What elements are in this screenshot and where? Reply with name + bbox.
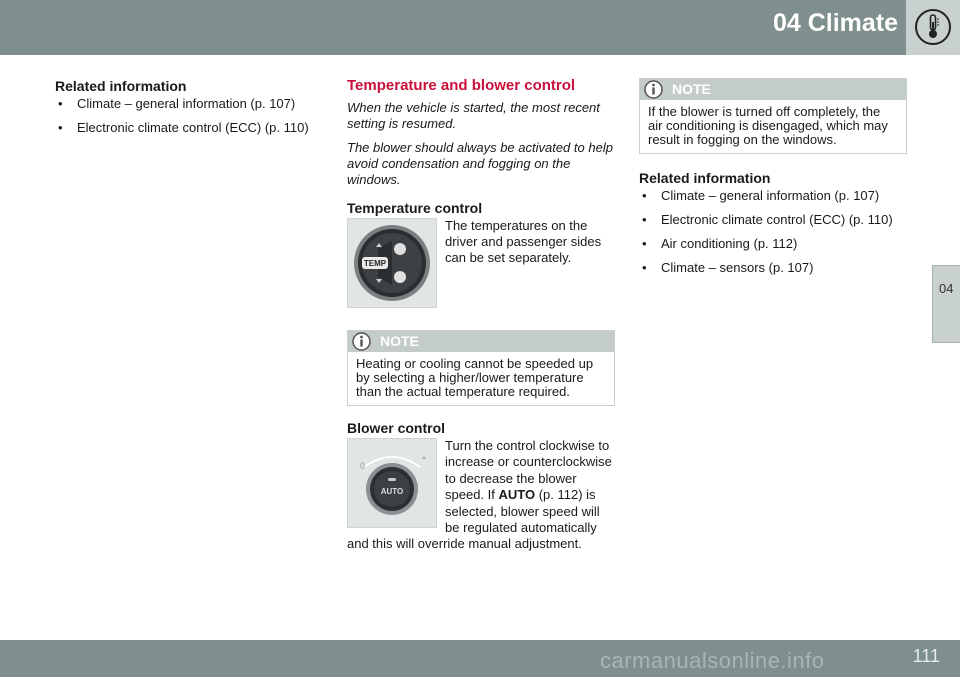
blower-text-part: Turn the control clockwise to increase or counterclockwise to decrease the blower speed. If: [445, 438, 612, 503]
intro-paragraph: The blower should always be activated to help avoid condensation and fogging on the windows.: [347, 140, 613, 187]
info-icon: [352, 332, 371, 351]
note-header: [640, 79, 906, 100]
related-info-link[interactable]: • Climate – general information (p. 107): [639, 188, 907, 204]
related-info-link[interactable]: • Electronic climate control (ECC) (p. 110): [55, 120, 310, 136]
page-header: [0, 0, 960, 55]
section-title: Temperature and blower control: [347, 77, 576, 94]
blower-knob-image: [347, 438, 437, 528]
middle-column: [347, 78, 615, 553]
thermometer-icon: [906, 0, 960, 55]
temperature-text: The temperatures on the driver and passenger sides can be set separately.: [445, 218, 602, 265]
left-column: [55, 78, 310, 144]
related-info-link[interactable]: • Climate – sensors (p. 107): [639, 260, 907, 276]
page-number: 111: [912, 646, 940, 666]
chapter-title: 04 Climate: [772, 9, 898, 37]
note-title: NOTE: [380, 333, 419, 349]
blower-text-part: (p. 112) is selected, blower speed will be regulated automatically and this will override manual adjustment.: [347, 487, 600, 552]
chapter-icon-box: [906, 0, 960, 55]
right-column: [639, 78, 907, 284]
temp-knob-label: TEMP: [363, 259, 387, 268]
temperature-knob-icon: [348, 219, 436, 307]
related-info-list: [639, 188, 907, 276]
related-info-heading: Related information: [55, 78, 187, 94]
info-icon: [644, 80, 663, 99]
related-info-heading: Related information: [639, 170, 771, 186]
related-info-link[interactable]: • Climate – general information (p. 107): [55, 96, 310, 112]
related-info-link[interactable]: • Air conditioning (p. 112): [639, 236, 907, 252]
temperature-knob-image: [347, 218, 437, 308]
related-info-list: [55, 96, 310, 136]
intro-paragraph: When the vehicle is started, the most recent setting is resumed.: [347, 100, 600, 131]
note-box: [639, 78, 907, 154]
temperature-heading: Temperature control: [347, 200, 483, 216]
note-text: If the blower is turned off completely, the air conditioning is disengaged, which may result in fogging on the windows.: [648, 104, 888, 147]
chapter-side-tab[interactable]: [932, 265, 960, 343]
blower-heading: Blower control: [347, 420, 446, 436]
blower-knob-icon: [348, 439, 436, 527]
blower-scale-zero: 0: [360, 461, 366, 471]
note-text: Heating or cooling cannot be speeded up by selecting a higher/lower temperature than the actual temperature required.: [356, 356, 594, 399]
note-header: [348, 331, 614, 352]
note-box: [347, 330, 615, 406]
note-title: NOTE: [672, 81, 711, 97]
related-info-link[interactable]: • Electronic climate control (ECC) (p. 110): [639, 212, 907, 228]
auto-keyword: AUTO: [498, 487, 536, 503]
watermark: carmanualsonline.info: [600, 648, 825, 673]
blower-knob-label: AUTO: [380, 487, 404, 496]
side-tab-label: 04: [939, 281, 954, 296]
